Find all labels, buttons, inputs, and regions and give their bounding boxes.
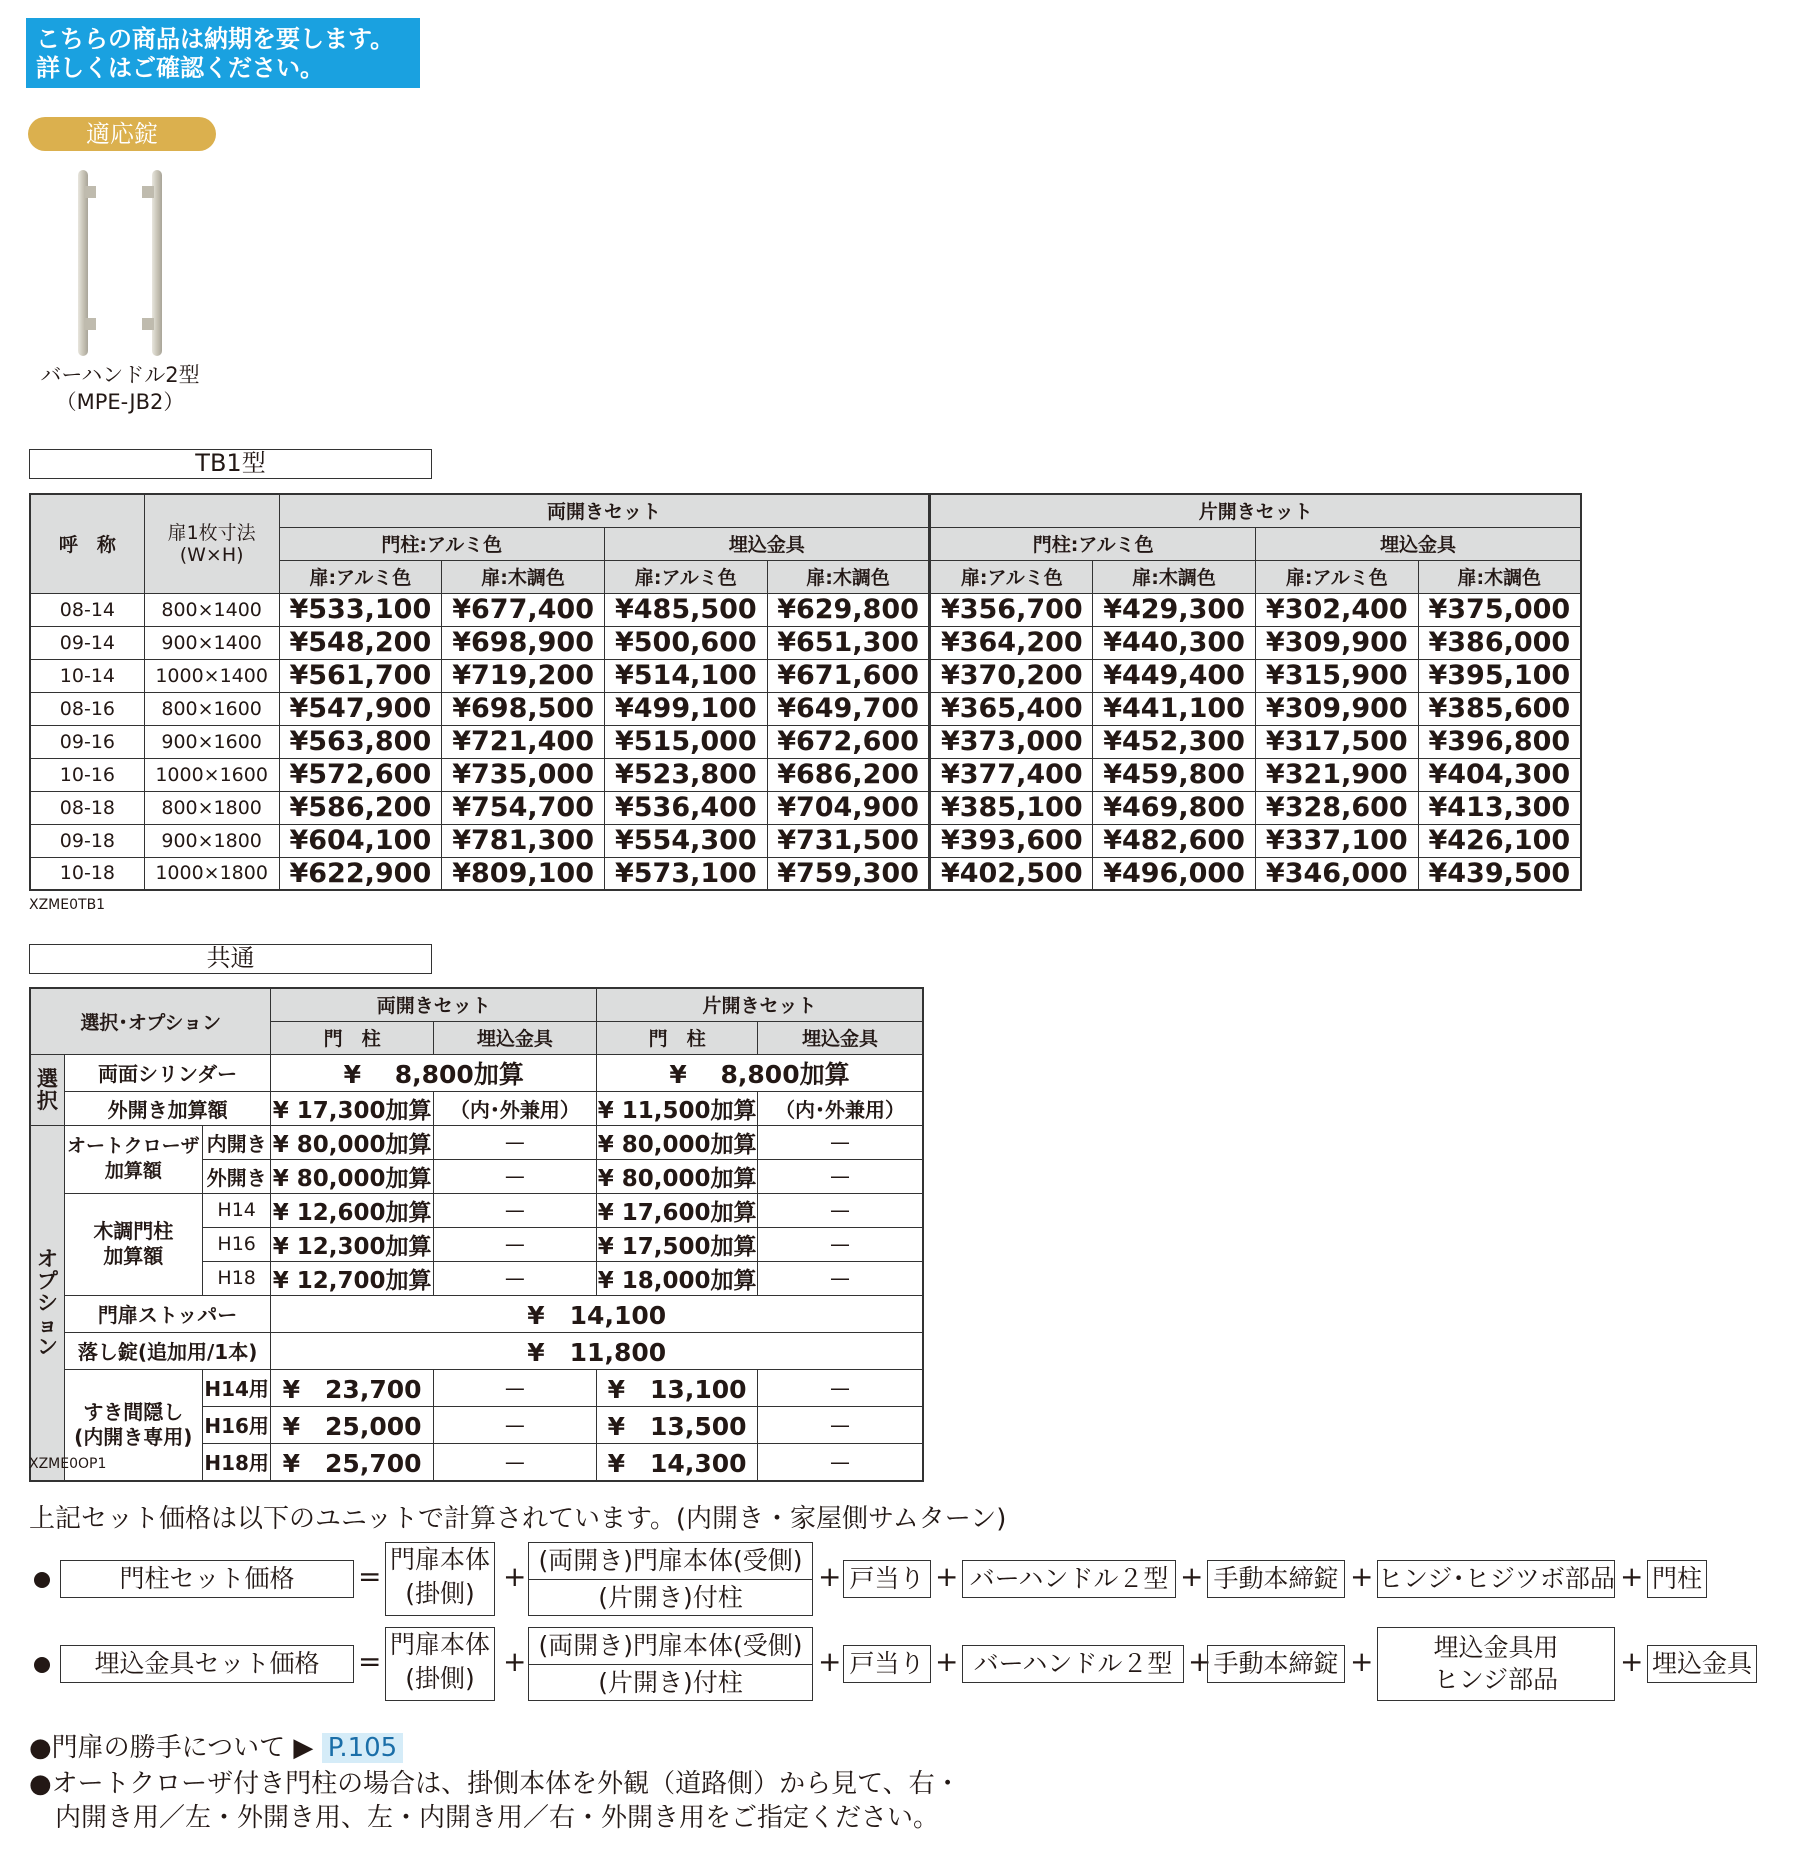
price-cell: ¥759,300 xyxy=(767,857,930,890)
price-cell: ¥523,800 xyxy=(604,758,767,791)
price-cell: ¥573,100 xyxy=(604,857,767,890)
price-cell: ¥686,200 xyxy=(767,758,930,791)
table-row xyxy=(30,626,1581,659)
table-row xyxy=(30,824,1581,857)
page-reference-link[interactable]: P.105 xyxy=(322,1733,404,1763)
plus-sign: + xyxy=(1188,1645,1212,1678)
col-header-post: 門柱:アルミ色 xyxy=(279,527,604,560)
note-handing xyxy=(29,1727,403,1764)
embed-hinge-line2: ヒンジ部品 xyxy=(1433,1665,1559,1694)
bar-handle-box: バーハンドル２型 xyxy=(962,1645,1184,1683)
side-label-option: オ プ シ ョ ン xyxy=(30,1125,64,1481)
receiver-box xyxy=(528,1627,813,1701)
woodpost-sub: H16 xyxy=(202,1227,271,1261)
embed-hinge-line1: 埋込金具用 xyxy=(1433,1633,1559,1662)
plus-sign: + xyxy=(935,1645,959,1678)
price-cell: ¥704,900 xyxy=(767,791,930,824)
gap-cover-single-embed: — xyxy=(758,1369,923,1406)
price-cell: ¥328,600 xyxy=(1255,791,1418,824)
price-cell: ¥309,900 xyxy=(1255,626,1418,659)
side-label-select: 選 択 xyxy=(30,1054,64,1125)
price-cell: ¥469,800 xyxy=(1093,791,1256,824)
price-cell: ¥364,200 xyxy=(930,626,1093,659)
cylinder-single-price: ¥ 8,800加算 xyxy=(597,1054,923,1091)
table-row xyxy=(30,758,1581,791)
embed-hinge-box xyxy=(1377,1627,1615,1701)
price-cell: ¥395,100 xyxy=(1418,659,1581,692)
plus-sign: + xyxy=(935,1560,959,1593)
receiver-line2: (片開き)付柱 xyxy=(598,1583,743,1612)
receiver-box xyxy=(528,1542,813,1616)
price-cell: ¥514,100 xyxy=(604,659,767,692)
gap-cover-double-price: ¥ 25,000 xyxy=(271,1406,433,1443)
price-cell: ¥385,100 xyxy=(930,791,1093,824)
price-cell: ¥485,500 xyxy=(604,593,767,626)
price-cell: ¥671,600 xyxy=(767,659,930,692)
price-cell: ¥698,500 xyxy=(442,692,605,725)
notice-line-2: 詳しくはご確認ください。 xyxy=(36,54,324,82)
woodpost-label: 木調門柱 加算額 xyxy=(64,1193,202,1295)
row-name: 09-16 xyxy=(30,725,144,758)
woodpost-single-embed: — xyxy=(758,1193,923,1227)
row-size: 900×1400 xyxy=(144,626,279,659)
closer-sub: 外開き xyxy=(202,1159,271,1193)
row-size: 1000×1800 xyxy=(144,857,279,890)
price-cell: ¥346,000 xyxy=(1255,857,1418,890)
equals-sign: = xyxy=(358,1560,382,1593)
gap-cover-double-embed: — xyxy=(433,1406,596,1443)
hinge-parts-box: ヒンジ･ヒジツボ部品 xyxy=(1377,1560,1615,1598)
price-cell: ¥375,000 xyxy=(1418,593,1581,626)
outward-single-price: ¥ 11,500加算 xyxy=(597,1091,758,1125)
plus-sign: + xyxy=(503,1645,527,1678)
woodpost-single-price: ¥ 17,600加算 xyxy=(597,1193,758,1227)
tb1-price-table xyxy=(29,493,1582,891)
woodpost-double-embed: — xyxy=(433,1227,596,1261)
price-cell: ¥393,600 xyxy=(930,824,1093,857)
price-cell: ¥586,200 xyxy=(279,791,442,824)
droplock-label: 落し錠(追加用/1本) xyxy=(64,1332,271,1369)
bar-handle-image xyxy=(70,168,170,358)
col-header-post: 門柱:アルミ色 xyxy=(930,527,1255,560)
price-cell: ¥548,200 xyxy=(279,626,442,659)
price-cell: ¥317,500 xyxy=(1255,725,1418,758)
door-body-line2: (掛側) xyxy=(405,1579,475,1608)
woodpost-double-price: ¥ 12,600加算 xyxy=(271,1193,433,1227)
closer-single-price: ¥ 80,000加算 xyxy=(597,1159,758,1193)
outward-double-embed: （内･外兼用） xyxy=(433,1091,596,1125)
col-header-alu: 扉:アルミ色 xyxy=(1255,560,1418,593)
options-product-code: XZME0OP1 xyxy=(29,1456,107,1472)
price-cell: ¥413,300 xyxy=(1418,791,1581,824)
outward-double-price: ¥ 17,300加算 xyxy=(271,1091,433,1125)
table-row xyxy=(30,593,1581,626)
embed-set-price-box: 埋込金具セット価格 xyxy=(60,1645,354,1683)
plus-sign: + xyxy=(818,1560,842,1593)
price-cell: ¥482,600 xyxy=(1093,824,1256,857)
woodpost-double-embed: — xyxy=(433,1193,596,1227)
table-row xyxy=(30,659,1581,692)
price-cell: ¥396,800 xyxy=(1418,725,1581,758)
col-header-wood: 扉:木調色 xyxy=(1418,560,1581,593)
price-cell: ¥536,400 xyxy=(604,791,767,824)
door-body-box xyxy=(385,1542,495,1616)
row-size: 1000×1400 xyxy=(144,659,279,692)
row-size: 800×1800 xyxy=(144,791,279,824)
closer-double-embed: — xyxy=(433,1159,596,1193)
price-cell: ¥629,800 xyxy=(767,593,930,626)
gap-cover-single-price: ¥ 14,300 xyxy=(597,1443,758,1481)
closer-double-price: ¥ 80,000加算 xyxy=(271,1125,433,1159)
price-cell: ¥809,100 xyxy=(442,857,605,890)
gap-cover-double-price: ¥ 25,700 xyxy=(271,1443,433,1481)
price-cell: ¥373,000 xyxy=(930,725,1093,758)
price-cell: ¥698,900 xyxy=(442,626,605,659)
price-cell: ¥439,500 xyxy=(1418,857,1581,890)
calc-intro: 上記セット価格は以下のユニットで計算されています。(内開き・家屋側サムターン) xyxy=(29,1504,1007,1534)
gap-cover-single-embed: — xyxy=(758,1443,923,1481)
col-header-double-set: 両開きセット xyxy=(279,494,930,527)
droplock-price: ¥ 11,800 xyxy=(271,1332,923,1369)
outward-label: 外開き加算額 xyxy=(64,1091,271,1125)
woodpost-single-embed: — xyxy=(758,1261,923,1295)
price-cell: ¥496,000 xyxy=(1093,857,1256,890)
plus-sign: + xyxy=(503,1560,527,1593)
price-cell: ¥370,200 xyxy=(930,659,1093,692)
gap-cover-double-price: ¥ 23,700 xyxy=(271,1369,433,1406)
price-cell: ¥515,000 xyxy=(604,725,767,758)
price-cell: ¥459,800 xyxy=(1093,758,1256,791)
closer-single-embed: — xyxy=(758,1159,923,1193)
row-name: 09-18 xyxy=(30,824,144,857)
common-section-title: 共通 xyxy=(29,944,432,974)
col-header-alu: 扉:アルミ色 xyxy=(930,560,1093,593)
handle-name: バーハンドル2型 xyxy=(40,363,200,387)
row-size: 1000×1600 xyxy=(144,758,279,791)
price-cell: ¥402,500 xyxy=(930,857,1093,890)
gap-cover-single-price: ¥ 13,100 xyxy=(597,1369,758,1406)
price-cell: ¥554,300 xyxy=(604,824,767,857)
price-cell: ¥622,900 xyxy=(279,857,442,890)
plus-sign: + xyxy=(1350,1560,1374,1593)
woodpost-single-price: ¥ 17,500加算 xyxy=(597,1227,758,1261)
table-row xyxy=(30,857,1581,890)
price-cell: ¥721,400 xyxy=(442,725,605,758)
woodpost-single-embed: — xyxy=(758,1227,923,1261)
door-body-line1: 門扉本体 xyxy=(389,1630,490,1659)
lead-time-notice xyxy=(26,18,420,88)
gate-post-box: 門柱 xyxy=(1647,1560,1707,1598)
closer-sub: 内開き xyxy=(202,1125,271,1159)
plus-sign: + xyxy=(1620,1645,1644,1678)
price-cell: ¥561,700 xyxy=(279,659,442,692)
note-closer-line1: ●オートクローザ付き門柱の場合は、掛側本体を外観（道路側）から見て、右・ xyxy=(29,1769,961,1799)
row-size: 900×1600 xyxy=(144,725,279,758)
gap-cover-single-price: ¥ 13,500 xyxy=(597,1406,758,1443)
door-body-line2: (掛側) xyxy=(405,1664,475,1693)
outward-single-embed: （内･外兼用） xyxy=(758,1091,923,1125)
col-header-post: 門 柱 xyxy=(271,1021,433,1054)
row-name: 08-14 xyxy=(30,593,144,626)
manual-deadbolt-box: 手動本締錠 xyxy=(1207,1560,1345,1598)
price-cell: ¥309,900 xyxy=(1255,692,1418,725)
row-name: 10-16 xyxy=(30,758,144,791)
stopper-price: ¥ 14,100 xyxy=(271,1295,923,1332)
table-row xyxy=(30,725,1581,758)
plus-sign: + xyxy=(1180,1560,1204,1593)
price-cell: ¥735,000 xyxy=(442,758,605,791)
woodpost-single-price: ¥ 18,000加算 xyxy=(597,1261,758,1295)
equals-sign: = xyxy=(358,1645,382,1678)
closer-label: オートクローザ 加算額 xyxy=(64,1125,202,1193)
col-header-wood: 扉:木調色 xyxy=(1093,560,1256,593)
col-header-name: 呼 称 xyxy=(30,494,144,593)
tb1-product-code: XZME0TB1 xyxy=(29,897,106,913)
table-row xyxy=(30,791,1581,824)
cylinder-label: 両面シリンダー xyxy=(64,1054,271,1091)
row-name: 08-18 xyxy=(30,791,144,824)
price-cell: ¥426,100 xyxy=(1418,824,1581,857)
row-name: 08-16 xyxy=(30,692,144,725)
row-size: 800×1600 xyxy=(144,692,279,725)
bullet-icon xyxy=(34,1572,50,1588)
price-cell: ¥604,100 xyxy=(279,824,442,857)
closer-single-embed: — xyxy=(758,1125,923,1159)
receiver-line2: (片開き)付柱 xyxy=(598,1668,743,1697)
price-cell: ¥385,600 xyxy=(1418,692,1581,725)
col-header-single-set: 片開きセット xyxy=(930,494,1581,527)
price-cell: ¥781,300 xyxy=(442,824,605,857)
note-handing-text: ●門扉の勝手について ▶ xyxy=(29,1733,322,1763)
price-cell: ¥449,400 xyxy=(1093,659,1256,692)
row-size: 900×1800 xyxy=(144,824,279,857)
col-header-post: 門 柱 xyxy=(597,1021,758,1054)
price-cell: ¥563,800 xyxy=(279,725,442,758)
post-set-price-box: 門柱セット価格 xyxy=(60,1560,354,1598)
gap-cover-sub: H14用 xyxy=(202,1369,271,1406)
table-row xyxy=(30,692,1581,725)
gap-cover-double-embed: — xyxy=(433,1369,596,1406)
price-cell: ¥649,700 xyxy=(767,692,930,725)
bullet-icon xyxy=(34,1657,50,1673)
gap-cover-label: すき間隠し (内開き専用) xyxy=(64,1369,202,1481)
row-name: 09-14 xyxy=(30,626,144,659)
door-body-box xyxy=(385,1627,495,1701)
closer-single-price: ¥ 80,000加算 xyxy=(597,1125,758,1159)
compatible-lock-badge: 適応錠 xyxy=(28,117,216,151)
price-cell: ¥356,700 xyxy=(930,593,1093,626)
bar-handle-box: バーハンドル２型 xyxy=(962,1560,1176,1598)
cylinder-double-price: ¥ 8,800加算 xyxy=(271,1054,597,1091)
door-stop-box: 戸当り xyxy=(843,1560,931,1598)
options-price-table xyxy=(29,987,924,1482)
closer-double-embed: — xyxy=(433,1125,596,1159)
price-cell: ¥547,900 xyxy=(279,692,442,725)
row-size: 800×1400 xyxy=(144,593,279,626)
price-cell: ¥315,900 xyxy=(1255,659,1418,692)
col-header-double-set: 両開きセット xyxy=(271,988,597,1021)
price-cell: ¥404,300 xyxy=(1418,758,1581,791)
price-cell: ¥677,400 xyxy=(442,593,605,626)
price-cell: ¥651,300 xyxy=(767,626,930,659)
receiver-line1: (両開き)門扉本体(受側) xyxy=(529,1628,812,1665)
col-header-wood: 扉:木調色 xyxy=(767,560,930,593)
col-header-embed: 埋込金具 xyxy=(604,527,929,560)
receiver-line1: (両開き)門扉本体(受側) xyxy=(529,1543,812,1580)
price-cell: ¥337,100 xyxy=(1255,824,1418,857)
row-name: 10-14 xyxy=(30,659,144,692)
price-cell: ¥672,600 xyxy=(767,725,930,758)
price-cell: ¥533,100 xyxy=(279,593,442,626)
price-cell: ¥719,200 xyxy=(442,659,605,692)
price-cell: ¥429,300 xyxy=(1093,593,1256,626)
closer-double-price: ¥ 80,000加算 xyxy=(271,1159,433,1193)
col-header-single-set: 片開きセット xyxy=(597,988,923,1021)
row-name: 10-18 xyxy=(30,857,144,890)
note-closer-line2: 内開き用／左・外開き用、左・内開き用／右・外開き用をご指定ください。 xyxy=(55,1803,940,1833)
price-cell: ¥302,400 xyxy=(1255,593,1418,626)
price-cell: ¥365,400 xyxy=(930,692,1093,725)
col-header-alu: 扉:アルミ色 xyxy=(279,560,442,593)
embed-fitting-box: 埋込金具 xyxy=(1647,1645,1757,1683)
price-cell: ¥499,100 xyxy=(604,692,767,725)
woodpost-sub: H18 xyxy=(202,1261,271,1295)
col-header-alu: 扉:アルミ色 xyxy=(604,560,767,593)
col-header-embed: 埋込金具 xyxy=(758,1021,923,1054)
door-stop-box: 戸当り xyxy=(843,1645,931,1683)
plus-sign: + xyxy=(818,1645,842,1678)
price-cell: ¥377,400 xyxy=(930,758,1093,791)
col-header-embed: 埋込金具 xyxy=(1255,527,1581,560)
manual-deadbolt-box: 手動本締錠 xyxy=(1207,1645,1345,1683)
woodpost-double-price: ¥ 12,300加算 xyxy=(271,1227,433,1261)
plus-sign: + xyxy=(1620,1560,1644,1593)
price-cell: ¥386,000 xyxy=(1418,626,1581,659)
col-header-wood: 扉:木調色 xyxy=(442,560,605,593)
col-header-embed: 埋込金具 xyxy=(433,1021,596,1054)
door-body-line1: 門扉本体 xyxy=(389,1545,490,1574)
gap-cover-sub: H18用 xyxy=(202,1443,271,1481)
col-header-select-option: 選択･オプション xyxy=(30,988,271,1054)
price-cell: ¥572,600 xyxy=(279,758,442,791)
gap-cover-double-embed: — xyxy=(433,1443,596,1481)
handle-caption xyxy=(20,362,220,416)
stopper-label: 門扉ストッパー xyxy=(64,1295,271,1332)
woodpost-sub: H14 xyxy=(202,1193,271,1227)
col-header-size: 扉1枚寸法 (W×H) xyxy=(144,494,279,593)
gap-cover-sub: H16用 xyxy=(202,1406,271,1443)
price-cell: ¥440,300 xyxy=(1093,626,1256,659)
price-cell: ¥500,600 xyxy=(604,626,767,659)
gap-cover-single-embed: — xyxy=(758,1406,923,1443)
plus-sign: + xyxy=(1350,1645,1374,1678)
price-cell: ¥731,500 xyxy=(767,824,930,857)
tb1-section-title: TB1型 xyxy=(29,449,432,479)
woodpost-double-embed: — xyxy=(433,1261,596,1295)
handle-code: （MPE-JB2） xyxy=(55,390,185,414)
notice-line-1: こちらの商品は納期を要します。 xyxy=(36,25,395,53)
price-cell: ¥452,300 xyxy=(1093,725,1256,758)
price-cell: ¥441,100 xyxy=(1093,692,1256,725)
price-cell: ¥754,700 xyxy=(442,791,605,824)
woodpost-double-price: ¥ 12,700加算 xyxy=(271,1261,433,1295)
price-cell: ¥321,900 xyxy=(1255,758,1418,791)
